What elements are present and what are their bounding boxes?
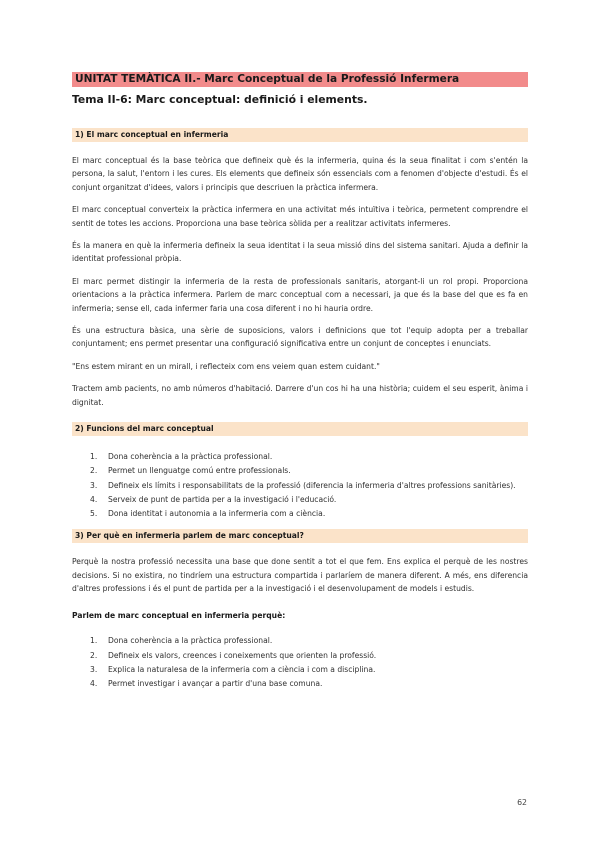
topic-title: Tema II-6: Marc conceptual: definició i elements. — [72, 93, 368, 106]
subheading: Parlem de marc conceptual en infermeria perquè: — [72, 611, 286, 621]
list-item: 2. Defineix els valors, creences i coneixements que orienten la professió. — [90, 650, 377, 660]
list-item: 3. Explica la naturalesa de la infermeria com a ciència i com a disciplina. — [90, 664, 376, 674]
unit-title: UNITAT TEMÀTICA II.- Marc Conceptual de la Professió Infermera — [72, 72, 528, 87]
functions-list — [72, 450, 528, 521]
paragraph: És una estructura bàsica, una sèrie de suposicions, valors i definicions que tot l'equip adopta per a treballar conjuntament; ens permet presentar una configuració significativa entre un conjunt de conceptes i enunciats. — [72, 326, 528, 349]
paragraph: Perquè la nostra professió necessita una base que done sentit a tot el que fem. Ens explica el perquè de les nostres decisions. Si no existira, no tindríem una estructura compartida i parlaríem de manera diferent. A més, ens diferencia d'altres professions i és el punt de partida per a la investigació i el desenvolupament de models i estudis. — [72, 557, 528, 593]
list-item: 4. Serveix de punt de partida per a la investigació i l'educació. — [90, 494, 337, 504]
section-heading-2: 2) Funcions del marc conceptual — [72, 422, 528, 436]
quote: "Ens estem mirant en un mirall, i reflecteix com ens veiem quan estem cuidant." — [72, 361, 380, 371]
section-heading-3: 3) Per què en infermeria parlem de marc conceptual? — [72, 529, 528, 543]
paragraph: El marc permet distingir la infermeria de la resta de professionals sanitaris, atorgant-li un rol propi. Proporciona orientacions a la pràctica infermera. Parlem de marc conceptual com a necessari, ja que és la base del que es fa en infermeria; sense ell, cada infermer faria una cosa diferent i no hi hauria ordre. — [72, 276, 528, 313]
paragraph: El marc conceptual és la base teòrica que defineix què és la infermeria, quina és la seua finalitat i com s'entén la persona, la salut, l'entorn i les cures. Els elements que defineix són essencials com a fenomen d'objecte d'estudi. És el conjunt organitzat d'idees, valors i principis que descriuen la pràctica infermera. — [72, 156, 528, 192]
list-item: 5. Dona identitat i autonomia a la infermeria com a ciència. — [90, 508, 326, 518]
paragraph: Tractem amb pacients, no amb números d'habitació. Darrere d'un cos hi ha una història; cuidem el seu esperit, ànima i dignitat. — [72, 384, 528, 407]
list-item: 1. Dona coherència a la pràctica professional. — [90, 452, 273, 462]
list-item: 2. Permet un llenguatge comú entre professionals. — [90, 466, 291, 476]
document-page — [72, 72, 528, 691]
section-heading-1: 1) El marc conceptual en infermeria — [72, 128, 528, 142]
paragraph: És la manera en què la infermeria defineix la seua identitat i la seua missió dins del sistema sanitari. Ajuda a definir la identitat professional pròpia. — [72, 241, 528, 264]
paragraph: El marc conceptual converteix la pràctica infermera en una activitat més intuïtiva i teòrica, permetent comprendre el sentit de totes les accions. Proporciona una base teòrica sòlida per a realitzar activitats infermeres. — [72, 205, 528, 228]
list-item: 1. Dona coherència a la pràctica professional. — [90, 636, 273, 646]
list-item: 4. Permet investigar i avançar a partir d'una base comuna. — [90, 678, 323, 688]
list-item: 3. Defineix els límits i responsabilitats de la professió (diferencia la infermeria d'altres professions sanitàries). — [90, 480, 516, 490]
reasons-list — [72, 634, 528, 691]
page-number: 62 — [517, 798, 527, 807]
